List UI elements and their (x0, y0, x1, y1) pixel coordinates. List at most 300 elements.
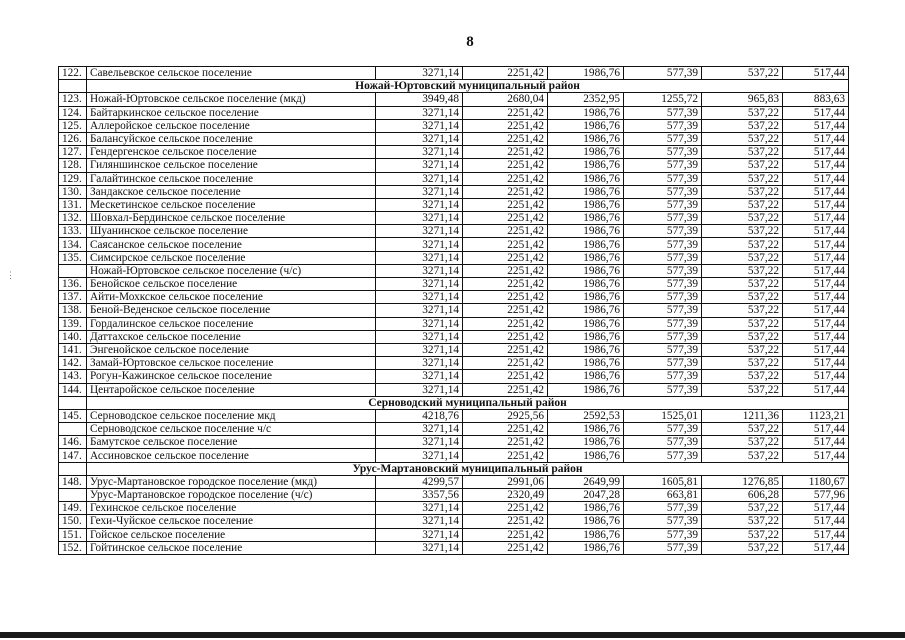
value-cell: 577,39 (624, 515, 702, 528)
value-cell: 537,22 (702, 251, 783, 264)
value-cell: 3271,14 (376, 264, 463, 277)
value-cell: 517,44 (783, 159, 849, 172)
value-cell: 3271,14 (376, 238, 463, 251)
table-row (59, 409, 849, 422)
value-cell: 577,39 (624, 67, 702, 80)
value-cell: 3271,14 (376, 423, 463, 436)
value-cell: 517,44 (783, 502, 849, 515)
value-cell: 577,39 (624, 146, 702, 159)
value-cell: 3271,14 (376, 528, 463, 541)
value-cell: 537,22 (702, 291, 783, 304)
value-cell: 3271,14 (376, 383, 463, 396)
value-cell: 577,39 (624, 436, 702, 449)
value-cell: 517,44 (783, 251, 849, 264)
value-cell: 537,22 (702, 515, 783, 528)
settlement-name: Ножай-Юртовское сельское поселение (ч/с) (87, 264, 376, 277)
settlement-name: Балансуйское сельское поселение (87, 132, 376, 145)
value-cell: 517,44 (783, 185, 849, 198)
row-number: 122. (59, 67, 87, 80)
value-cell: 1986,76 (548, 225, 624, 238)
value-cell: 537,22 (702, 304, 783, 317)
value-cell: 1986,76 (548, 436, 624, 449)
table-row (59, 515, 849, 528)
section-number-cell (59, 396, 87, 409)
settlement-name: Гойское сельское поселение (87, 528, 376, 541)
table-row (59, 93, 849, 106)
settlement-name: Гойтинское сельское поселение (87, 541, 376, 554)
table-row (59, 343, 849, 356)
value-cell: 3271,14 (376, 146, 463, 159)
value-cell: 517,44 (783, 198, 849, 211)
value-cell: 1986,76 (548, 515, 624, 528)
value-cell: 663,81 (624, 489, 702, 502)
value-cell: 517,44 (783, 515, 849, 528)
value-cell: 517,44 (783, 172, 849, 185)
row-number: 125. (59, 119, 87, 132)
settlement-name: Ножай-Юртовское сельское поселение (мкд) (87, 93, 376, 106)
row-number: 150. (59, 515, 87, 528)
row-number (59, 423, 87, 436)
value-cell: 537,22 (702, 119, 783, 132)
value-cell: 3271,14 (376, 541, 463, 554)
value-cell: 2251,42 (463, 106, 548, 119)
value-cell: 2251,42 (463, 212, 548, 225)
row-number: 131. (59, 198, 87, 211)
value-cell: 537,22 (702, 330, 783, 343)
value-cell: 2251,42 (463, 172, 548, 185)
value-cell: 2592,53 (548, 409, 624, 422)
row-number: 128. (59, 159, 87, 172)
value-cell: 1986,76 (548, 541, 624, 554)
value-cell: 577,39 (624, 370, 702, 383)
value-cell: 537,22 (702, 357, 783, 370)
value-cell: 1986,76 (548, 146, 624, 159)
value-cell: 537,22 (702, 106, 783, 119)
settlement-name: Урус-Мартановское городское поселение (мкд) (87, 475, 376, 488)
row-number: 144. (59, 383, 87, 396)
row-number: 129. (59, 172, 87, 185)
value-cell: 2251,42 (463, 225, 548, 238)
value-cell: 577,39 (624, 159, 702, 172)
value-cell: 517,44 (783, 317, 849, 330)
section-header-row (59, 80, 849, 93)
value-cell: 537,22 (702, 528, 783, 541)
value-cell: 517,44 (783, 343, 849, 356)
row-number: 139. (59, 317, 87, 330)
value-cell: 2649,99 (548, 475, 624, 488)
settlement-name: Гехинское сельское поселение (87, 502, 376, 515)
value-cell: 2251,42 (463, 185, 548, 198)
value-cell: 517,44 (783, 423, 849, 436)
value-cell: 3271,14 (376, 343, 463, 356)
value-cell: 2251,42 (463, 264, 548, 277)
value-cell: 537,22 (702, 317, 783, 330)
row-number: 145. (59, 409, 87, 422)
value-cell: 4299,57 (376, 475, 463, 488)
value-cell: 577,39 (624, 383, 702, 396)
value-cell: 2251,42 (463, 502, 548, 515)
value-cell: 577,39 (624, 119, 702, 132)
table-row (59, 67, 849, 80)
value-cell: 2251,42 (463, 436, 548, 449)
tariff-table (58, 66, 849, 555)
value-cell: 2251,42 (463, 541, 548, 554)
value-cell: 537,22 (702, 502, 783, 515)
value-cell: 1986,76 (548, 132, 624, 145)
settlement-name: Ассиновское сельское поселение (87, 449, 376, 462)
value-cell: 3271,14 (376, 278, 463, 291)
value-cell: 517,44 (783, 541, 849, 554)
value-cell: 577,39 (624, 251, 702, 264)
value-cell: 577,39 (624, 264, 702, 277)
value-cell: 517,44 (783, 370, 849, 383)
settlement-name: Гехи-Чуйское сельское поселение (87, 515, 376, 528)
settlement-name: Зандакское сельское поселение (87, 185, 376, 198)
value-cell: 1986,76 (548, 238, 624, 251)
value-cell: 1986,76 (548, 172, 624, 185)
value-cell: 2251,42 (463, 251, 548, 264)
value-cell: 517,44 (783, 528, 849, 541)
value-cell: 1525,01 (624, 409, 702, 422)
value-cell: 537,22 (702, 264, 783, 277)
value-cell: 2251,42 (463, 528, 548, 541)
value-cell: 1986,76 (548, 67, 624, 80)
settlement-name: Бамутское сельское поселение (87, 436, 376, 449)
value-cell: 537,22 (702, 225, 783, 238)
value-cell: 3271,14 (376, 106, 463, 119)
settlement-name: Шовхал-Бердинское сельское поселение (87, 212, 376, 225)
row-number: 135. (59, 251, 87, 264)
settlement-name: Симсирское сельское поселение (87, 251, 376, 264)
value-cell: 1986,76 (548, 383, 624, 396)
table-row (59, 528, 849, 541)
value-cell: 3271,14 (376, 449, 463, 462)
value-cell: 1123,21 (783, 409, 849, 422)
value-cell: 577,39 (624, 212, 702, 225)
value-cell: 3271,14 (376, 291, 463, 304)
value-cell: 4218,76 (376, 409, 463, 422)
table-row (59, 436, 849, 449)
value-cell: 577,39 (624, 198, 702, 211)
value-cell: 3949,48 (376, 93, 463, 106)
value-cell: 577,39 (624, 132, 702, 145)
table-row (59, 383, 849, 396)
value-cell: 2251,42 (463, 67, 548, 80)
row-number: 148. (59, 475, 87, 488)
value-cell: 1986,76 (548, 212, 624, 225)
scan-bottom-edge (0, 632, 905, 638)
value-cell: 1986,76 (548, 119, 624, 132)
value-cell: 577,39 (624, 502, 702, 515)
value-cell: 1986,76 (548, 291, 624, 304)
value-cell: 2991,06 (463, 475, 548, 488)
value-cell: 1986,76 (548, 278, 624, 291)
value-cell: 1986,76 (548, 357, 624, 370)
value-cell: 517,44 (783, 212, 849, 225)
table-row (59, 317, 849, 330)
value-cell: 3271,14 (376, 119, 463, 132)
value-cell: 3271,14 (376, 212, 463, 225)
value-cell: 1986,76 (548, 159, 624, 172)
settlement-name: Замай-Юртовское сельское поселение (87, 357, 376, 370)
value-cell: 883,63 (783, 93, 849, 106)
value-cell: 3357,56 (376, 489, 463, 502)
value-cell: 517,44 (783, 146, 849, 159)
settlement-name: Урус-Мартановское городское поселение (ч/с) (87, 489, 376, 502)
settlement-name: Серноводское сельское поселение ч/с (87, 423, 376, 436)
table-row (59, 185, 849, 198)
value-cell: 2251,42 (463, 291, 548, 304)
row-number: 149. (59, 502, 87, 515)
value-cell: 1986,76 (548, 251, 624, 264)
table-row (59, 132, 849, 145)
value-cell: 537,22 (702, 541, 783, 554)
value-cell: 2251,42 (463, 515, 548, 528)
value-cell: 2251,42 (463, 317, 548, 330)
value-cell: 537,22 (702, 278, 783, 291)
table-row (59, 225, 849, 238)
value-cell: 517,44 (783, 238, 849, 251)
value-cell: 965,83 (702, 93, 783, 106)
value-cell: 577,39 (624, 225, 702, 238)
row-number: 142. (59, 357, 87, 370)
value-cell: 1986,76 (548, 343, 624, 356)
value-cell: 2047,28 (548, 489, 624, 502)
value-cell: 1986,76 (548, 528, 624, 541)
settlement-name: Аллеройское сельское поселение (87, 119, 376, 132)
section-title: Ножай-Юртовский муниципальный район (87, 80, 849, 93)
row-number: 126. (59, 132, 87, 145)
value-cell: 537,22 (702, 146, 783, 159)
value-cell: 3271,14 (376, 225, 463, 238)
table-row (59, 278, 849, 291)
value-cell: 577,39 (624, 330, 702, 343)
table-row (59, 489, 849, 502)
table-row (59, 106, 849, 119)
settlement-name: Саясанское сельское поселение (87, 238, 376, 251)
table-row (59, 159, 849, 172)
value-cell: 517,44 (783, 132, 849, 145)
value-cell: 537,22 (702, 383, 783, 396)
value-cell: 577,39 (624, 343, 702, 356)
page-number: 8 (466, 34, 474, 50)
settlement-name: Мескетинское сельское поселение (87, 198, 376, 211)
table-body (59, 67, 849, 555)
value-cell: 1605,81 (624, 475, 702, 488)
row-number: 133. (59, 225, 87, 238)
value-cell: 517,44 (783, 106, 849, 119)
value-cell: 537,22 (702, 159, 783, 172)
value-cell: 577,39 (624, 317, 702, 330)
value-cell: 517,44 (783, 225, 849, 238)
row-number: 137. (59, 291, 87, 304)
value-cell: 577,39 (624, 528, 702, 541)
value-cell: 517,44 (783, 278, 849, 291)
value-cell: 1986,76 (548, 185, 624, 198)
value-cell: 1986,76 (548, 370, 624, 383)
value-cell: 2925,56 (463, 409, 548, 422)
value-cell: 3271,14 (376, 502, 463, 515)
row-number: 146. (59, 436, 87, 449)
settlement-name: Центаройское сельское поселение (87, 383, 376, 396)
value-cell: 517,44 (783, 67, 849, 80)
row-number: 123. (59, 93, 87, 106)
row-number (59, 264, 87, 277)
row-number: 127. (59, 146, 87, 159)
row-number: 140. (59, 330, 87, 343)
row-number: 138. (59, 304, 87, 317)
value-cell: 2251,42 (463, 132, 548, 145)
table-row (59, 370, 849, 383)
value-cell: 3271,14 (376, 317, 463, 330)
value-cell: 3271,14 (376, 436, 463, 449)
table-row (59, 330, 849, 343)
settlement-name: Айти-Мохкское сельское поселение (87, 291, 376, 304)
table-row (59, 304, 849, 317)
table-row (59, 264, 849, 277)
value-cell: 3271,14 (376, 357, 463, 370)
value-cell: 2251,42 (463, 357, 548, 370)
value-cell: 577,96 (783, 489, 849, 502)
value-cell: 2251,42 (463, 304, 548, 317)
value-cell: 577,39 (624, 278, 702, 291)
value-cell: 517,44 (783, 119, 849, 132)
settlement-name: Серноводское сельское поселение мкд (87, 409, 376, 422)
table-row (59, 357, 849, 370)
value-cell: 537,22 (702, 172, 783, 185)
value-cell: 2251,42 (463, 343, 548, 356)
section-number-cell (59, 462, 87, 475)
table-row (59, 172, 849, 185)
value-cell: 537,22 (702, 343, 783, 356)
value-cell: 2251,42 (463, 449, 548, 462)
value-cell: 517,44 (783, 304, 849, 317)
value-cell: 2251,42 (463, 238, 548, 251)
settlement-name: Гордалинское сельское поселение (87, 317, 376, 330)
value-cell: 537,22 (702, 370, 783, 383)
value-cell: 577,39 (624, 423, 702, 436)
value-cell: 1986,76 (548, 264, 624, 277)
table-row (59, 212, 849, 225)
value-cell: 577,39 (624, 304, 702, 317)
value-cell: 537,22 (702, 436, 783, 449)
value-cell: 2251,42 (463, 330, 548, 343)
section-title: Урус-Мартановский муниципальный район (87, 462, 849, 475)
settlement-name: Гендергенское сельское поселение (87, 146, 376, 159)
value-cell: 3271,14 (376, 198, 463, 211)
value-cell: 537,22 (702, 185, 783, 198)
value-cell: 537,22 (702, 67, 783, 80)
table-row (59, 423, 849, 436)
settlement-name: Даттахское сельское поселение (87, 330, 376, 343)
value-cell: 2251,42 (463, 146, 548, 159)
settlement-name: Беной-Веденское сельское поселение (87, 304, 376, 317)
value-cell: 2320,49 (463, 489, 548, 502)
value-cell: 1276,85 (702, 475, 783, 488)
value-cell: 2251,42 (463, 198, 548, 211)
settlement-name: Энгенойское сельское поселение (87, 343, 376, 356)
value-cell: 3271,14 (376, 185, 463, 198)
settlement-name: Гиляншинское сельское поселение (87, 159, 376, 172)
value-cell: 3271,14 (376, 251, 463, 264)
section-title: Серноводский муниципальный район (87, 396, 849, 409)
value-cell: 2251,42 (463, 423, 548, 436)
value-cell: 1986,76 (548, 317, 624, 330)
row-number: 124. (59, 106, 87, 119)
value-cell: 3271,14 (376, 304, 463, 317)
value-cell: 537,22 (702, 423, 783, 436)
settlement-name: Рогун-Кажинское сельское поселение (87, 370, 376, 383)
value-cell: 2251,42 (463, 370, 548, 383)
row-number: 143. (59, 370, 87, 383)
row-number: 141. (59, 343, 87, 356)
settlement-name: Галайтинское сельское поселение (87, 172, 376, 185)
value-cell: 577,39 (624, 238, 702, 251)
settlement-name: Савельевское сельское поселение (87, 67, 376, 80)
value-cell: 2680,04 (463, 93, 548, 106)
row-number: 151. (59, 528, 87, 541)
table-row (59, 251, 849, 264)
settlement-name: Шуанинское сельское поселение (87, 225, 376, 238)
value-cell: 3271,14 (376, 132, 463, 145)
value-cell: 577,39 (624, 185, 702, 198)
value-cell: 1211,36 (702, 409, 783, 422)
value-cell: 1986,76 (548, 502, 624, 515)
value-cell: 3271,14 (376, 515, 463, 528)
table-row (59, 475, 849, 488)
table-row (59, 198, 849, 211)
value-cell: 1986,76 (548, 198, 624, 211)
value-cell: 1986,76 (548, 304, 624, 317)
row-number: 130. (59, 185, 87, 198)
value-cell: 1180,67 (783, 475, 849, 488)
value-cell: 517,44 (783, 383, 849, 396)
row-number: 132. (59, 212, 87, 225)
row-number: 152. (59, 541, 87, 554)
value-cell: 577,39 (624, 357, 702, 370)
value-cell: 577,39 (624, 172, 702, 185)
value-cell: 517,44 (783, 357, 849, 370)
value-cell: 2251,42 (463, 159, 548, 172)
value-cell: 2251,42 (463, 119, 548, 132)
value-cell: 3271,14 (376, 330, 463, 343)
value-cell: 517,44 (783, 264, 849, 277)
settlement-name: Бенойское сельское поселение (87, 278, 376, 291)
value-cell: 2251,42 (463, 278, 548, 291)
value-cell: 1986,76 (548, 330, 624, 343)
value-cell: 517,44 (783, 449, 849, 462)
table-row (59, 146, 849, 159)
table-row (59, 238, 849, 251)
value-cell: 517,44 (783, 291, 849, 304)
value-cell: 537,22 (702, 449, 783, 462)
value-cell: 537,22 (702, 132, 783, 145)
value-cell: 2352,95 (548, 93, 624, 106)
value-cell: 537,22 (702, 212, 783, 225)
value-cell: 3271,14 (376, 172, 463, 185)
value-cell: 1986,76 (548, 423, 624, 436)
value-cell: 537,22 (702, 238, 783, 251)
value-cell: 1255,72 (624, 93, 702, 106)
value-cell: 2251,42 (463, 383, 548, 396)
section-header-row (59, 396, 849, 409)
value-cell: 517,44 (783, 330, 849, 343)
table-row (59, 502, 849, 515)
value-cell: 517,44 (783, 436, 849, 449)
scan-artifact-mark: ⋮ (6, 270, 15, 280)
table-row (59, 291, 849, 304)
row-number: 134. (59, 238, 87, 251)
